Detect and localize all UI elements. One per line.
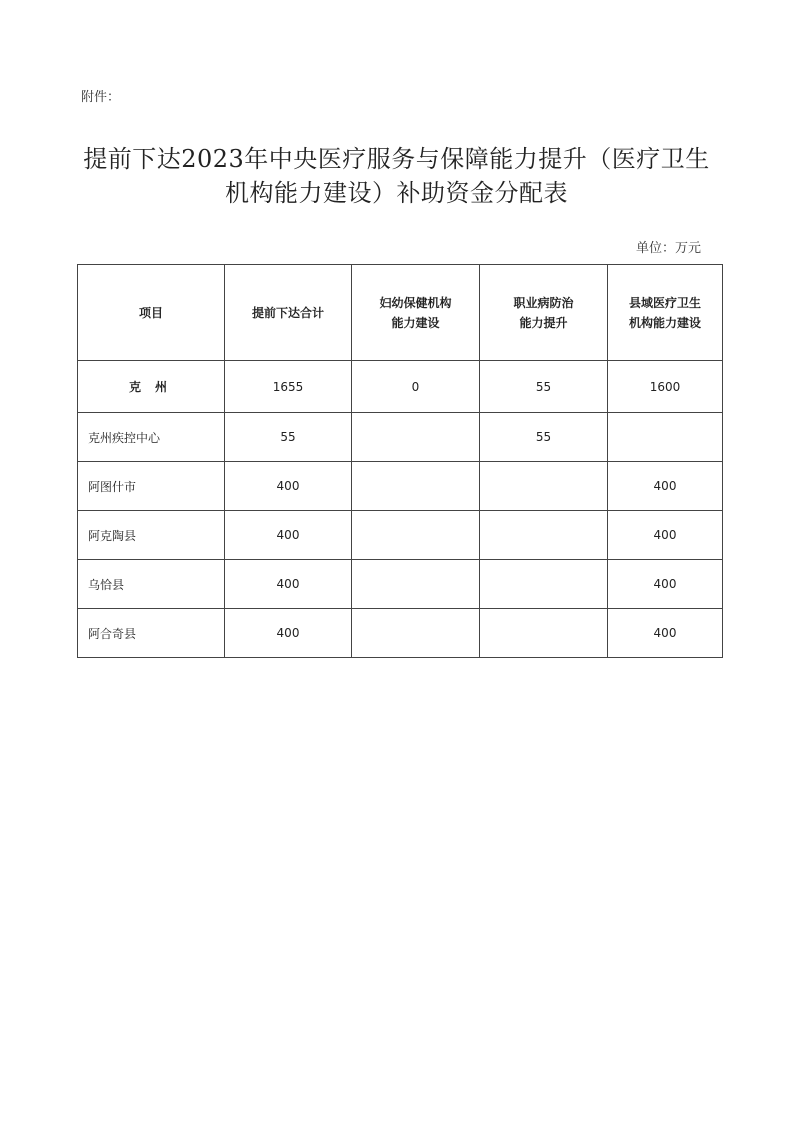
unit-label: 单位：万元 [635, 241, 701, 256]
header-maternal-child-line1: 妇幼保健机构 [379, 295, 452, 310]
header-total [225, 265, 352, 361]
row-name: 阿合奇县 [78, 609, 225, 658]
row-occupational: 55 [480, 413, 608, 462]
table-row-total [78, 361, 723, 413]
table-row [78, 609, 723, 658]
row-total: 55 [225, 413, 352, 462]
header-total-label: 提前下达合计 [251, 305, 324, 320]
row-name: 阿克陶县 [78, 511, 225, 560]
row-maternal-child [352, 462, 480, 511]
row-maternal-child [352, 511, 480, 560]
row-occupational [480, 462, 608, 511]
header-item [78, 265, 225, 361]
row-name: 克州疾控中心 [78, 413, 225, 462]
row-county: 400 [608, 511, 723, 560]
header-maternal-child-line2: 能力建设 [391, 315, 440, 330]
row-total: 400 [225, 609, 352, 658]
total-row-occupational: 55 [480, 361, 608, 413]
row-total: 400 [225, 462, 352, 511]
header-occupational [480, 265, 608, 361]
table-row [78, 511, 723, 560]
total-row-name: 克州 [78, 361, 225, 413]
allocation-table [77, 264, 723, 658]
total-row-maternal-child: 0 [352, 361, 480, 413]
row-occupational [480, 511, 608, 560]
table-header-row [78, 265, 723, 361]
row-maternal-child [352, 609, 480, 658]
row-county [608, 413, 723, 462]
row-county: 400 [608, 609, 723, 658]
total-row-total: 1655 [225, 361, 352, 413]
header-county-line2: 机构能力建设 [628, 315, 701, 330]
row-county: 400 [608, 462, 723, 511]
header-maternal-child [352, 265, 480, 361]
row-maternal-child [352, 560, 480, 609]
attachment-label: 附件： [81, 90, 121, 105]
row-occupational [480, 560, 608, 609]
title-line-2: 机构能力建设）补助资金分配表 [225, 179, 568, 207]
table-row [78, 560, 723, 609]
header-item-label: 项目 [138, 305, 163, 320]
table-row [78, 413, 723, 462]
title-line-1: 提前下达2023年中央医疗服务与保障能力提升（医疗卫生 [83, 145, 710, 173]
header-county [608, 265, 723, 361]
table-row [78, 462, 723, 511]
header-county-line1: 县域医疗卫生 [628, 295, 701, 310]
row-name: 阿图什市 [78, 462, 225, 511]
total-row-county: 1600 [608, 361, 723, 413]
row-total: 400 [225, 560, 352, 609]
document-title [60, 142, 733, 210]
row-name: 乌恰县 [78, 560, 225, 609]
row-county: 400 [608, 560, 723, 609]
header-occupational-line1: 职业病防治 [513, 295, 574, 310]
row-occupational [480, 609, 608, 658]
row-total: 400 [225, 511, 352, 560]
header-occupational-line2: 能力提升 [519, 315, 568, 330]
row-maternal-child [352, 413, 480, 462]
